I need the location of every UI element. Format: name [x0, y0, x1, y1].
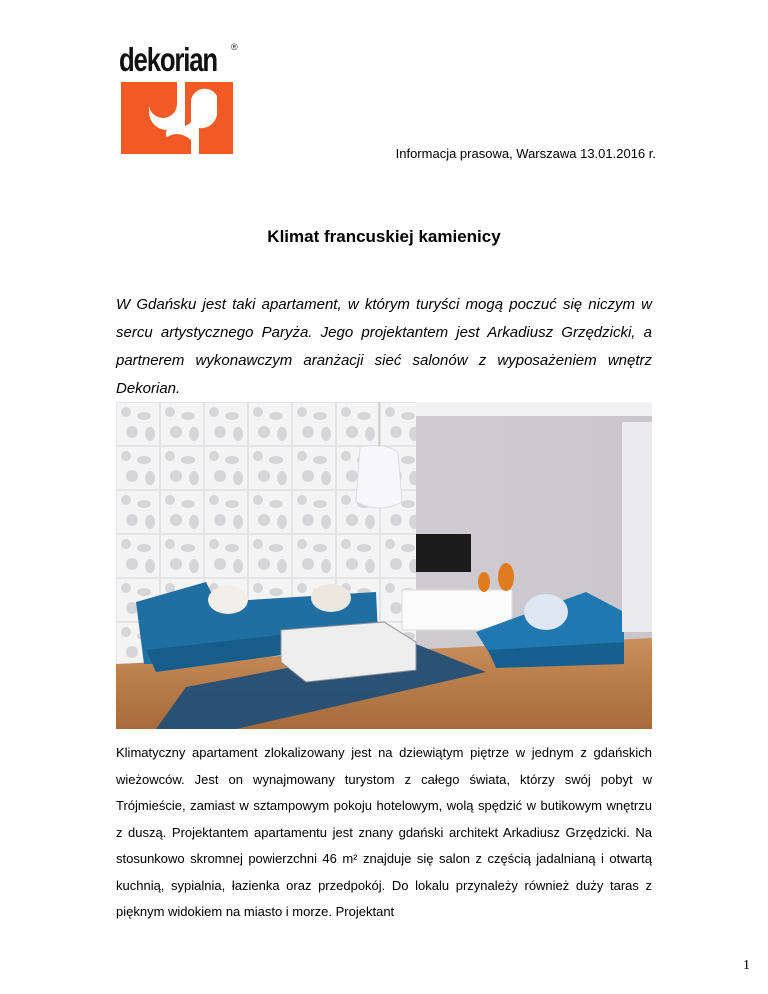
- body-paragraph: Klimatyczny apartament zlokalizowany jest na dziewiątym piętrze w jednym z gdańskich wieżowców. Jest on wynajmowany turystom z całego świata, którzy swój pobyt w Trójmieście, zamiast w sztampowym pokoju hotelowym, wolą spędzić w butikowym wnętrzu z duszą. Projektantem apartamentu jest znany gdański architekt Arkadiusz Grzędzicki. Na stosunkowo skromnej powierzchni 46 m² znajduje się salon z częścią jadalnianą i otwartą kuchnią, sypialnia, łazienka oraz przedpokój. Do lokalu przynależy również duży taras z pięknym widokiem na miasto i morze. Projektant: [116, 745, 652, 919]
- logo-wordmark: dekorian: [119, 41, 217, 78]
- apartment-interior-photo: [116, 402, 652, 729]
- document-title: Klimat francuskiej kamienicy: [267, 227, 501, 246]
- dekorian-logo: [119, 42, 243, 154]
- press-release-info: Informacja prasowa, Warszawa 13.01.2016 r.: [395, 146, 656, 161]
- registered-mark: ®: [231, 42, 238, 52]
- page-number: 1: [743, 958, 750, 973]
- logo-symbol-icon: [121, 82, 233, 154]
- lead-paragraph: W Gdańsku jest taki apartament, w którym turyści mogą poczuć się niczym w sercu artystycznego Paryża. Jego projektantem jest Arkadiusz Grzędzicki, a partnerem wykonawczym aranżacji sieć salonów z wyposażeniem wnętrz Dekorian.: [116, 296, 652, 397]
